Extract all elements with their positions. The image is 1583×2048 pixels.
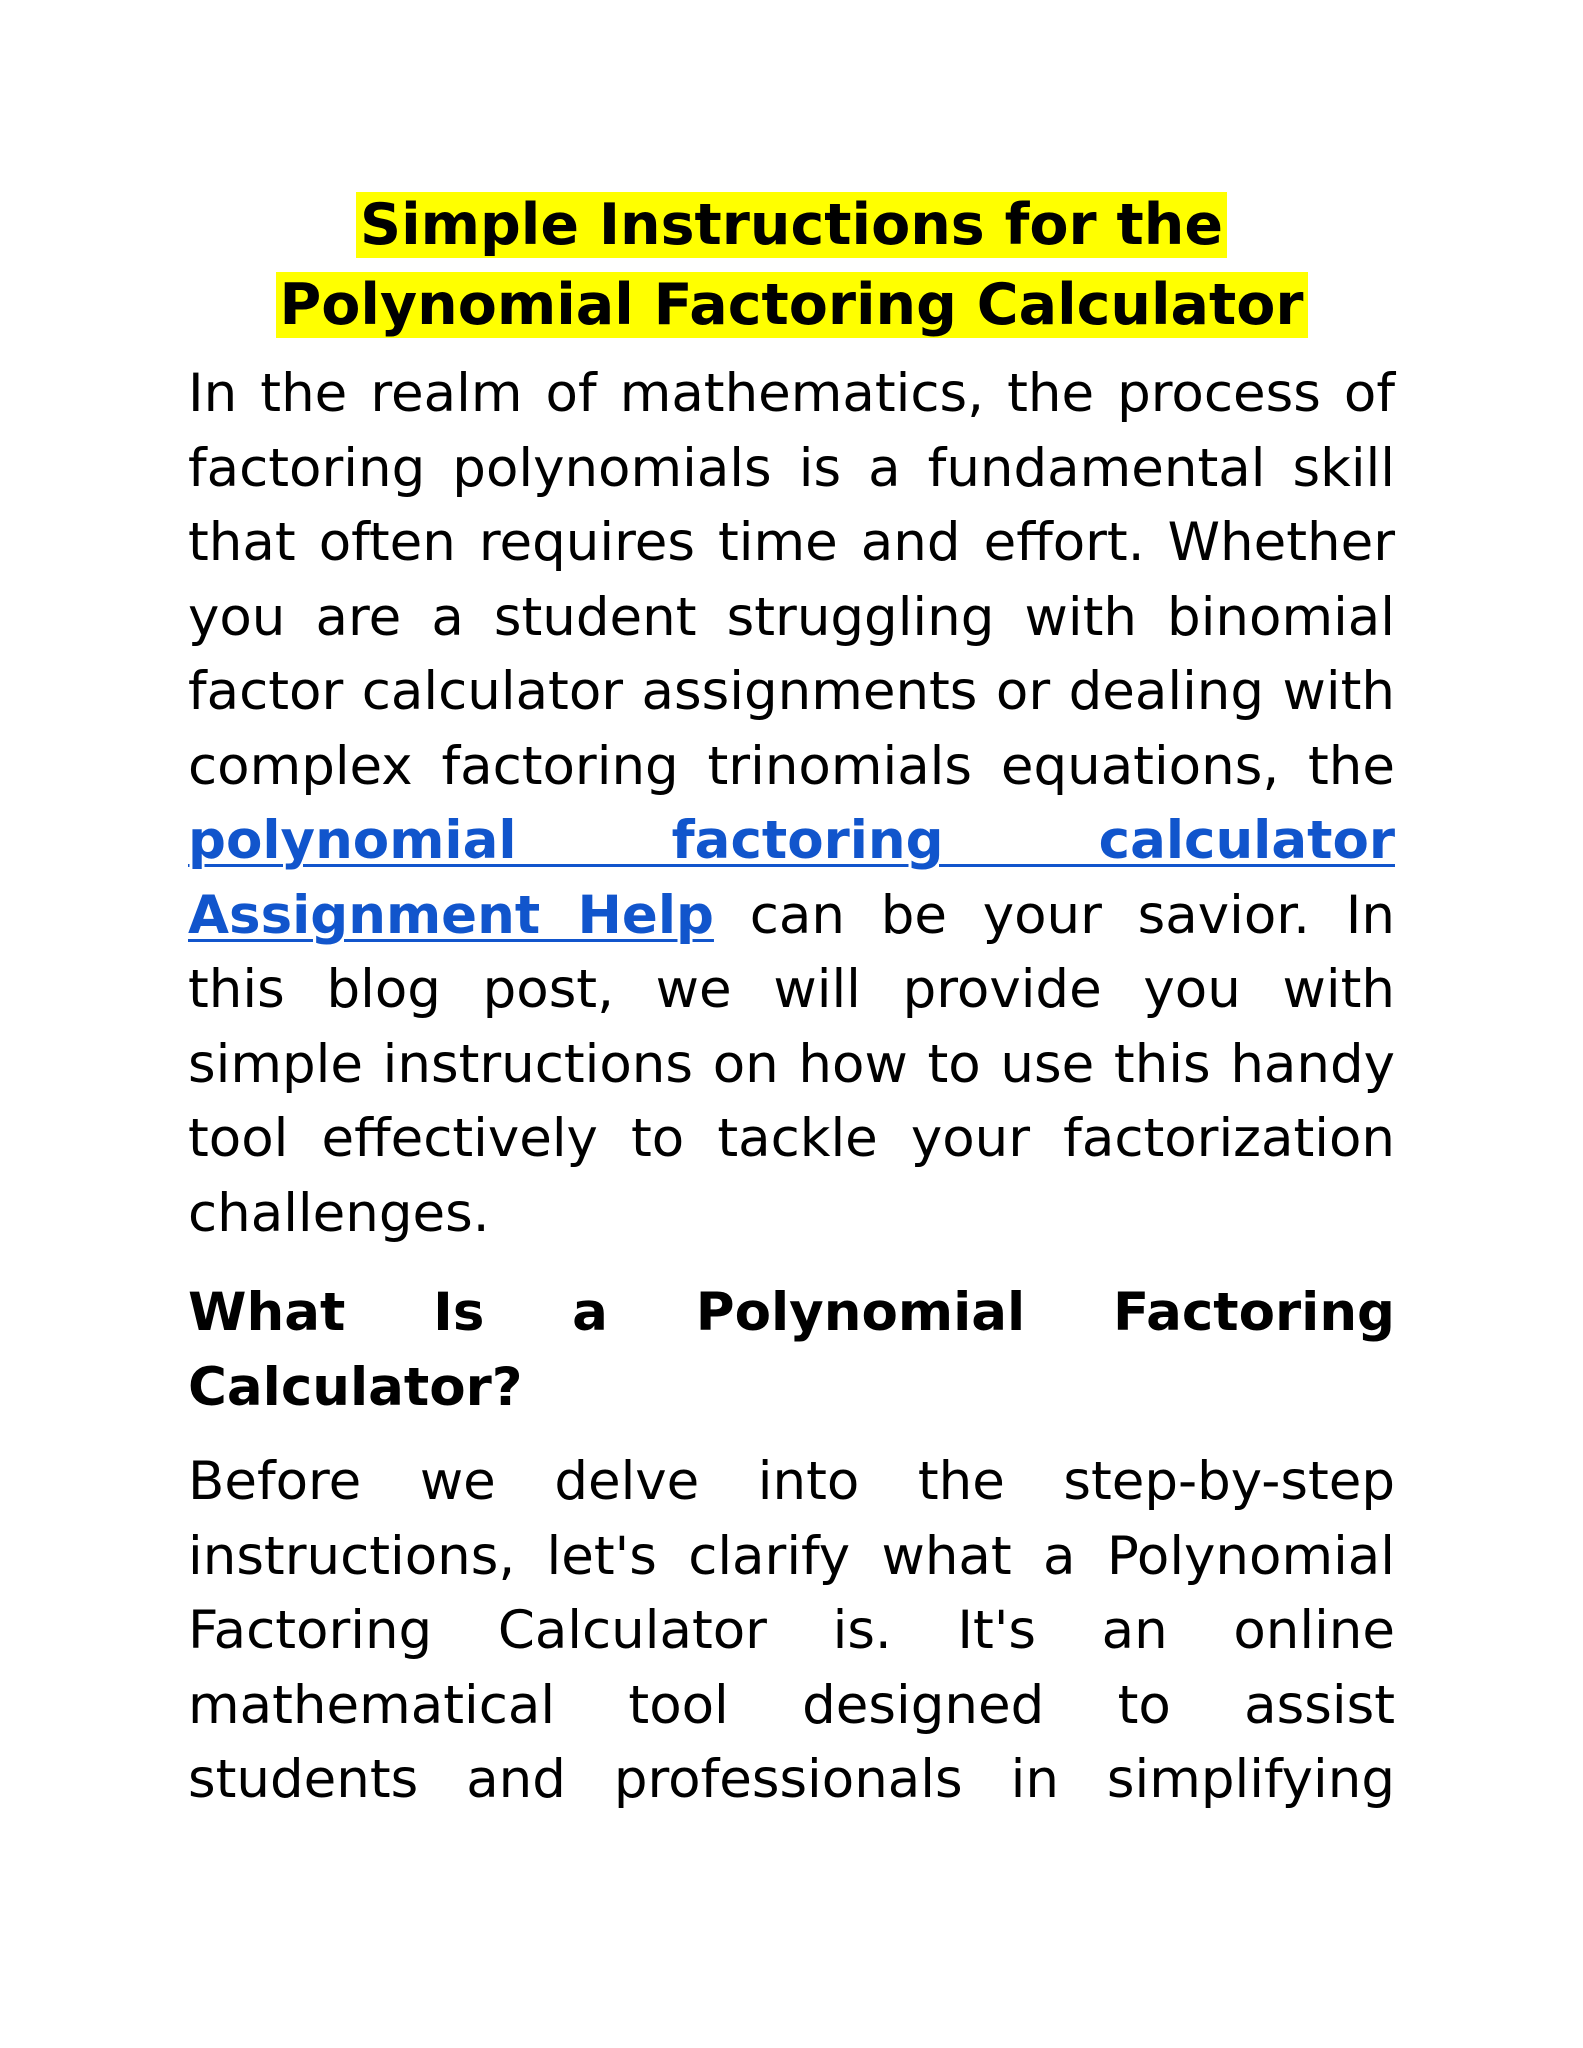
title-line-2: Polynomial Factoring Calculator [276, 272, 1308, 338]
document-page [188, 185, 1395, 1818]
section-heading: What Is a Polynomial Factoring Calculator? [188, 1282, 1395, 1418]
section-paragraph: Before we delve into the step-by-step instructions, let's clarify what a Polynomial Factoring Calculator is. It's an online mathematical tool designed to assist students and professionals in simplifying [188, 1451, 1395, 1810]
title-line-1: Simple Instructions for the [356, 192, 1227, 258]
intro-text-after-link: can be your savior. In this blog post, we will provide you with simple instructions on how to use this handy tool effectively to tackle your factorization challenges. [188, 884, 1396, 1244]
document-title [158, 185, 1425, 345]
assignment-help-link[interactable]: polynomial factoring calculator Assignment Help [188, 810, 1395, 946]
intro-text-before-link: In the realm of mathematics, the process of factoring polynomials is a fundamental skill that often requires time and effort. Whether you are a student struggling with binomial factor calculator assignments or dealing with complex factoring trinomials equations, the [188, 363, 1395, 797]
intro-paragraph [188, 357, 1395, 1251]
